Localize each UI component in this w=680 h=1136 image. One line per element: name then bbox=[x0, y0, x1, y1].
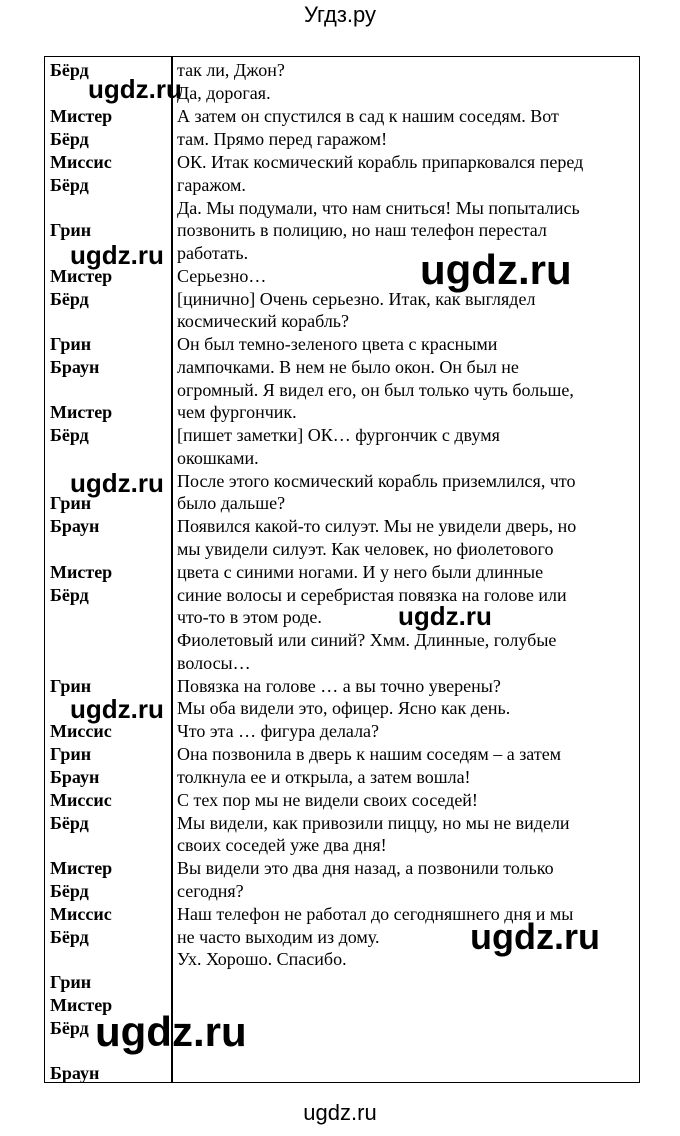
speaker-label: Мистер bbox=[50, 562, 113, 582]
dialogue-line: огромный. Я видел его, он был только чуть больше, bbox=[177, 380, 574, 400]
speaker-label: Бёрд bbox=[50, 425, 89, 445]
dialogue-line: Наш телефон не работал до сегодняшнего дня и мы bbox=[177, 904, 574, 924]
dialogue-line: цвета с синими ногами. И у него были длинные bbox=[177, 562, 544, 582]
speaker-label: Бёрд bbox=[50, 585, 89, 605]
speaker-label: Бёрд bbox=[50, 175, 89, 195]
watermark: ugdz.ru bbox=[470, 916, 600, 957]
column-divider bbox=[171, 56, 173, 1083]
speaker-label: Грин bbox=[50, 972, 92, 992]
watermark: ugdz.ru bbox=[70, 694, 164, 724]
speaker-label: Бёрд bbox=[50, 927, 89, 947]
watermark: ugdz.ru bbox=[95, 1008, 247, 1055]
dialogue-line: так ли, Джон? bbox=[177, 60, 285, 80]
speaker-label: Бёрд bbox=[50, 1018, 89, 1038]
speaker-label: Мистер bbox=[50, 106, 113, 126]
watermark: ugdz.ru bbox=[398, 601, 492, 631]
dialogue-line: Фиолетовый или синий? Хмм. Длинные, голубые bbox=[177, 630, 557, 650]
dialogue-line: Серьезно… bbox=[177, 266, 267, 286]
page-title: Угдз.ру bbox=[303, 2, 377, 27]
speaker-label: Бёрд bbox=[50, 60, 89, 80]
dialogue-line: Повязка на голове … а вы точно уверены? bbox=[177, 676, 501, 696]
dialogue-line: там. Прямо перед гаражом! bbox=[177, 129, 388, 149]
dialogue-line: [цинично] Очень серьезно. Итак, как выглядел bbox=[177, 289, 536, 309]
speaker-label: Миссис bbox=[50, 904, 112, 924]
dialogue-line: С тех пор мы не видели своих соседей! bbox=[177, 790, 478, 810]
dialogue-line: толкнула ее и открыла, а затем вошла! bbox=[177, 767, 471, 787]
dialogue-line: чем фургончик. bbox=[177, 402, 297, 422]
speaker-label: Браун bbox=[50, 767, 100, 787]
dialogue-line: мы увидели силуэт. Как человек, но фиолетового bbox=[177, 539, 554, 559]
dialogue-line: синие волосы и серебристая повязка на голове или bbox=[177, 585, 567, 605]
speaker-label: Мистер bbox=[50, 266, 113, 286]
speaker-label: Бёрд bbox=[50, 813, 89, 833]
dialogue-line: Он был темно-зеленого цвета с красными bbox=[177, 334, 498, 354]
speaker-label: Миссис bbox=[50, 790, 112, 810]
speaker-label: Грин bbox=[50, 220, 92, 240]
speaker-label: Грин bbox=[50, 493, 92, 513]
dialogue-line: Да. Мы подумали, что нам сниться! Мы попытались bbox=[177, 198, 580, 218]
dialogue-line: После этого космический корабль приземлился, что bbox=[177, 471, 576, 491]
watermark: ugdz.ru bbox=[420, 246, 572, 293]
dialogue-line: окошками. bbox=[177, 448, 259, 468]
dialogue-line: Да, дорогая. bbox=[177, 83, 271, 103]
speaker-label: Бёрд bbox=[50, 129, 89, 149]
dialogue-line: лампочками. В нем не было окон. Он был не bbox=[177, 357, 519, 377]
speaker-label: Грин bbox=[50, 334, 92, 354]
dialogue-line: сегодня? bbox=[177, 881, 244, 901]
dialogue-line: позвонить в полицию, но наш телефон перестал bbox=[177, 220, 547, 240]
dialogue-line: было дальше? bbox=[177, 493, 286, 513]
dialogue-line: волосы… bbox=[177, 653, 251, 673]
speaker-label: Браун bbox=[50, 516, 100, 536]
dialogue-line: гаражом. bbox=[177, 175, 246, 195]
speaker-label: Мистер bbox=[50, 402, 113, 422]
speaker-label: Бёрд bbox=[50, 289, 89, 309]
watermark: ugdz.ru bbox=[88, 74, 182, 104]
dialogue-line: Вы видели это два дня назад, а позвонили только bbox=[177, 858, 554, 878]
speaker-label: Грин bbox=[50, 744, 92, 764]
dialogue-line: Что эта … фигура делала? bbox=[177, 721, 380, 741]
dialogue-line: не часто выходим из дому. bbox=[177, 927, 380, 947]
dialogue-line: работать. bbox=[177, 243, 249, 263]
footer-watermark: ugdz.ru bbox=[303, 1100, 377, 1125]
speaker-label: Миссис bbox=[50, 721, 112, 741]
speaker-label: Бёрд bbox=[50, 881, 89, 901]
watermark: ugdz.ru bbox=[70, 468, 164, 498]
dialogue-line: Появился какой-то силуэт. Мы не увидели дверь, но bbox=[177, 516, 577, 536]
dialogue-line: Мы видели, как привозили пиццу, но мы не видели bbox=[177, 813, 570, 833]
dialogue-line: ОК. Итак космический корабль припарковался перед bbox=[177, 152, 584, 172]
speaker-label: Мистер bbox=[50, 995, 113, 1015]
dialogue-line: что-то в этом роде. bbox=[177, 607, 322, 627]
dialogue-line: [пишет заметки] ОК… фургончик с двумя bbox=[177, 425, 500, 445]
speaker-label: Браун bbox=[50, 357, 100, 377]
dialogue-line: А затем он спустился в сад к нашим соседям. Вот bbox=[177, 106, 559, 126]
speaker-label: Грин bbox=[50, 676, 92, 696]
dialogue-line: своих соседей уже два дня! bbox=[177, 835, 387, 855]
dialogue-line: Мы оба видели это, офицер. Ясно как день. bbox=[177, 698, 511, 718]
watermark: ugdz.ru bbox=[70, 240, 164, 270]
speaker-label: Браун bbox=[50, 1063, 100, 1083]
dialogue-line: Ух. Хорошо. Спасибо. bbox=[177, 949, 347, 969]
dialogue-line: Она позвонила в дверь к нашим соседям – а затем bbox=[177, 744, 562, 764]
speaker-label: Мистер bbox=[50, 858, 113, 878]
dialogue-line: космический корабль? bbox=[177, 311, 349, 331]
speaker-label: Миссис bbox=[50, 152, 112, 172]
